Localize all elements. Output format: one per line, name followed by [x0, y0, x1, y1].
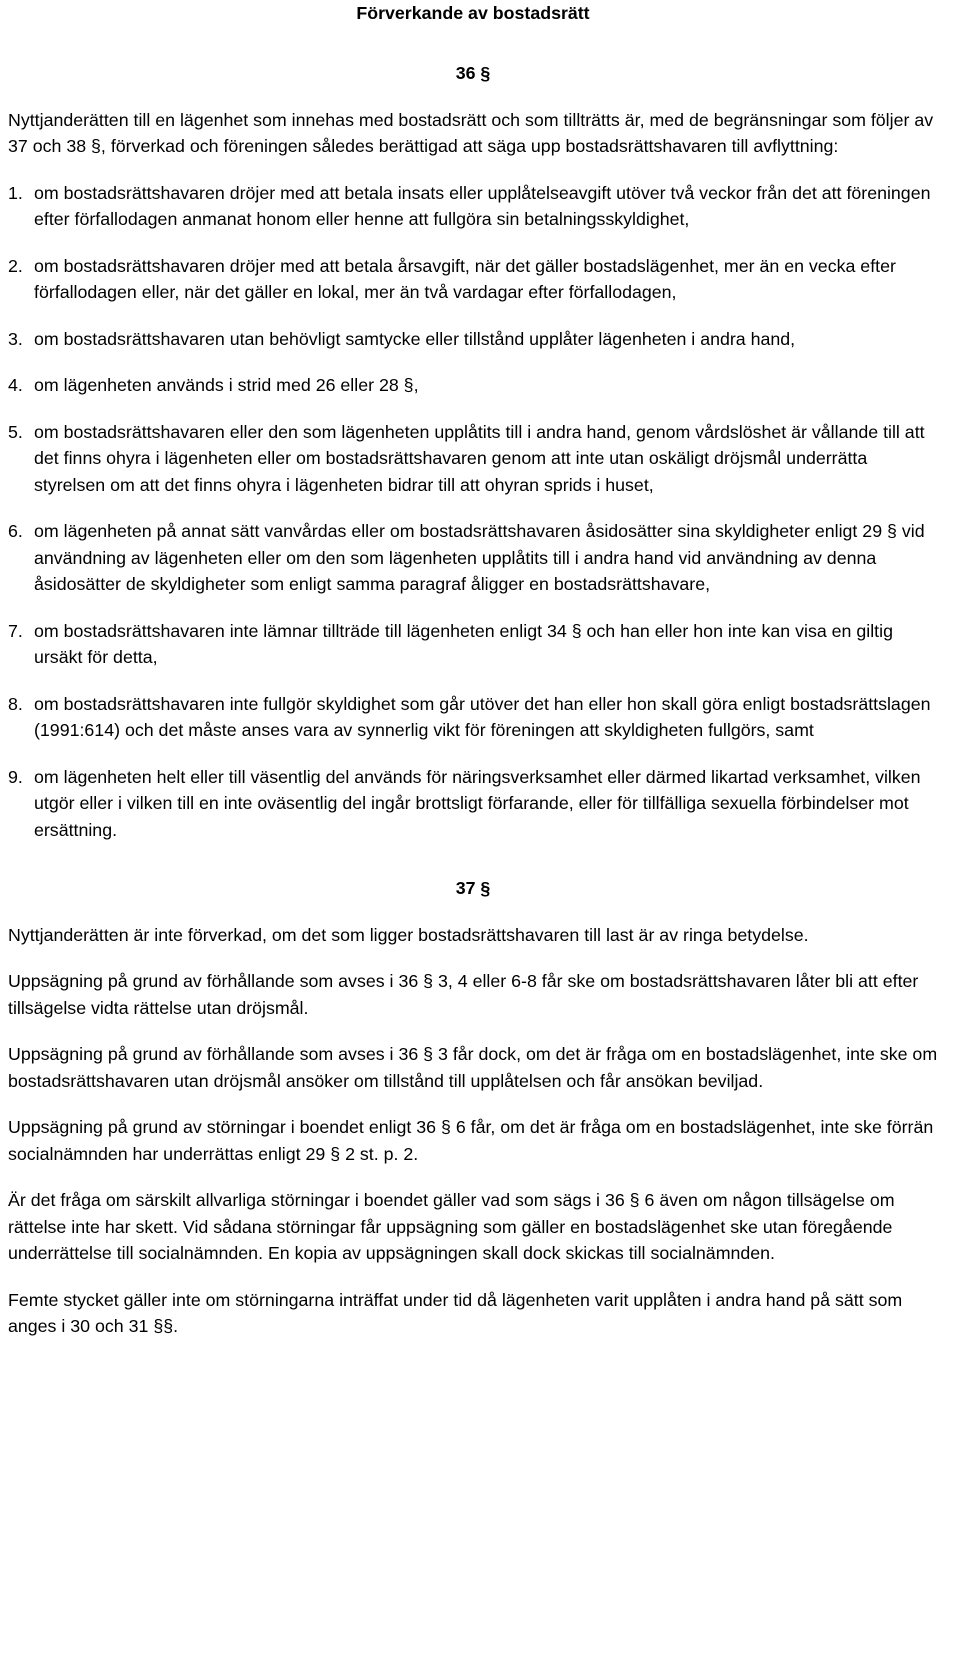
list-item-number: 7.: [8, 620, 23, 641]
list-item-number: 5.: [8, 421, 23, 442]
list-item-text: om bostadsrättshavaren eller den som lägenheten upplåtits till i andra hand, genom vårdslöshet är vållande till att det finns ohyra i lägenheten eller om bostadsrättshavaren genom att inte utan oskäligt dröjsmål underrätta styrelsen om att det finns ohyra i lägenheten bidrar till att ohyran sprids i huset,: [34, 421, 925, 495]
list-item-text: om bostadsrättshavaren inte fullgör skyldighet som går utöver det han eller hon skall göra enligt bostadsrättslagen (1991:614) och det måste anses vara av synnerlig vikt för föreningen att skyldigheten fullgörs, samt: [34, 693, 931, 740]
list-item-number: 6.: [8, 521, 23, 541]
list-item: [8, 764, 938, 844]
section-37-paragraph: Nyttjanderätten är inte förverkad, om det som ligger bostadsrättshavaren till last är av ringa betydelse.: [8, 924, 809, 945]
list-item: [8, 691, 938, 744]
section-37-paragraph: Uppsägning på grund av förhållande som avses i 36 § 3, 4 eller 6-8 får ske om bostadsrättshavaren låter bli att efter tillsägelse vidta rättelse utan dröjsmål.: [8, 971, 919, 1018]
list-item: [8, 419, 938, 499]
list-item-text: om bostadsrättshavaren inte lämnar tillträde till lägenheten enligt 34 § och han eller hon inte kan visa en giltig ursäkt för detta,: [34, 620, 893, 667]
section-36-list: [8, 180, 938, 844]
section-37-paragraph: Femte stycket gäller inte om störningarna inträffat under tid då lägenheten varit upplåten i andra hand på sätt som anges i 30 och 31 §§.: [8, 1289, 903, 1336]
list-item-number: 2.: [8, 255, 23, 276]
section-36-heading: 36 §: [455, 63, 491, 83]
section-36-intro: Nyttjanderätten till en lägenhet som innehas med bostadsrätt och som tillträtts är, med de begränsningar som följer av 37 och 38 §, förverkad och föreningen således berättigad att säga upp bostadsrättshavaren till avflyttning:: [8, 109, 934, 156]
list-item: [8, 180, 938, 233]
list-item-text: om bostadsrättshavaren dröjer med att betala årsavgift, när det gäller bostadslägenhet, mer än en vecka efter förfallodagen eller, när det gäller en lokal, mer än två vardagar efter förfallodagen,: [34, 255, 896, 302]
section-37-paragraph: Uppsägning på grund av störningar i boendet enligt 36 § 6 får, om det är fråga om en bostadslägenhet, inte ske förrän socialnämnden har underrättas enligt 29 § 2 st. p. 2.: [8, 1117, 934, 1164]
list-item-number: 4.: [8, 375, 23, 395]
list-item: [8, 372, 938, 399]
document: [8, 0, 938, 1340]
list-item: [8, 618, 938, 671]
list-item-number: 8.: [8, 693, 23, 714]
list-item-number: 9.: [8, 766, 23, 787]
list-item: [8, 518, 938, 598]
list-item-text: om lägenheten på annat sätt vanvårdas eller om bostadsrättshavaren åsidosätter sina skyldigheter enligt 29 § vid användning av lägenheten eller om den som lägenheten upplåtits till i andra hand vid användning av denna åsidosätter de skyldigheter som enligt samma paragraf åligger en bostadsrättshavare,: [34, 521, 925, 594]
list-item-text: om lägenheten används i strid med 26 eller 28 §,: [34, 375, 419, 395]
document-title: Förverkande av bostadsrätt: [356, 3, 590, 23]
list-item-text: om lägenheten helt eller till väsentlig del används för näringsverksamhet eller därmed likartad verksamhet, vilken utgör eller i vilken till en inte oväsentlig del ingår brottsligt förfarande, eller för tillfälliga sexuella förbindelser mot ersättning.: [34, 766, 921, 840]
list-item-text: om bostadsrättshavaren utan behövligt samtycke eller tillstånd upplåter lägenheten i andra hand,: [34, 328, 796, 349]
list-item: [8, 253, 938, 306]
list-item: [8, 326, 938, 353]
list-item-number: 1.: [8, 182, 23, 203]
section-37-paragraph: Uppsägning på grund av förhållande som avses i 36 § 3 får dock, om det är fråga om en bostadslägenhet, inte ske om bostadsrättshavaren utan dröjsmål ansöker om tillstånd till upplåtelsen och får ansökan beviljad.: [8, 1044, 938, 1091]
section-37-paragraph: Är det fråga om särskilt allvarliga störningar i boendet gäller vad som sägs i 36 § 6 även om någon tillsägelse om rättelse inte har skett. Vid sådana störningar får uppsägning som gäller en bostadslägenhet ske utan föregående underrättelse till socialnämnden. En kopia av uppsägningen skall dock skickas till socialnämnden.: [8, 1190, 895, 1263]
section-37-heading: 37 §: [455, 878, 491, 898]
list-item-number: 3.: [8, 328, 23, 349]
list-item-text: om bostadsrättshavaren dröjer med att betala insats eller upplåtelseavgift utöver två veckor från det att föreningen efter förfallodagen anmanat honom eller henne att fullgöra sin betalningsskyldighet,: [34, 182, 931, 229]
